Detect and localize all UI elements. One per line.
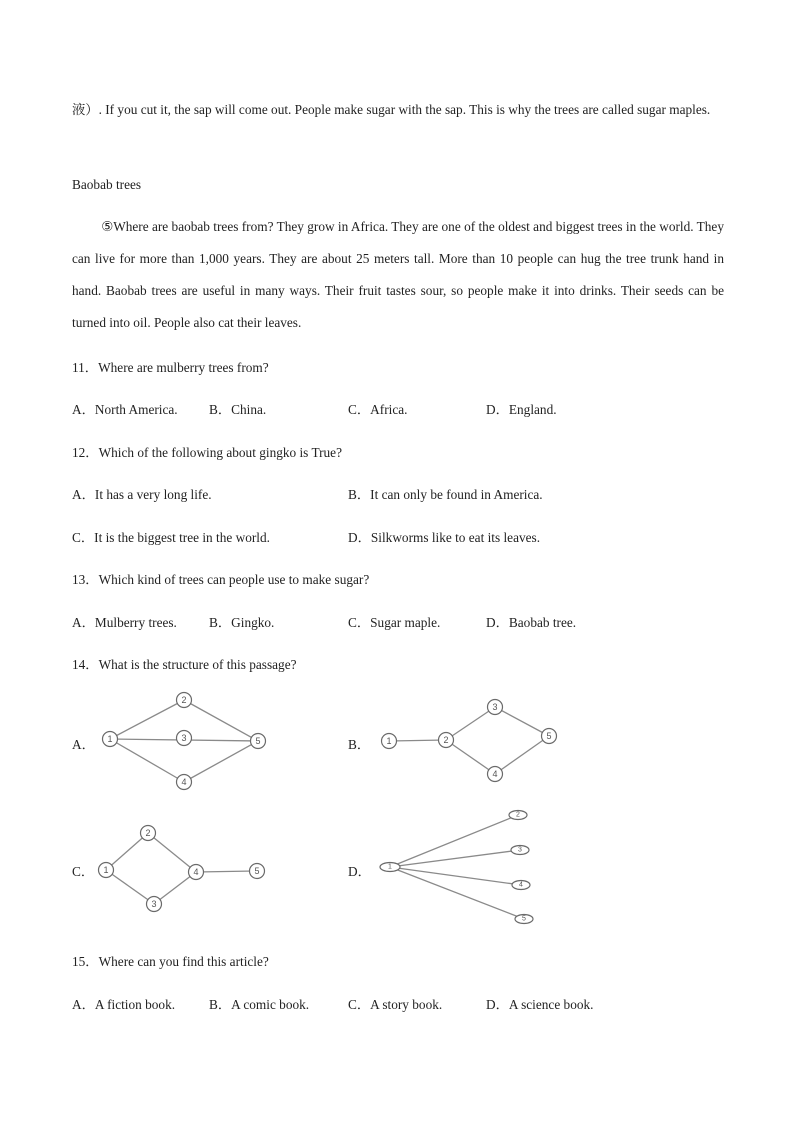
q14-option-d[interactable]: D．	[348, 864, 371, 879]
svg-text:2: 2	[443, 735, 449, 745]
svg-text:1: 1	[107, 734, 113, 744]
svg-text:5: 5	[254, 866, 260, 876]
q12-option-b[interactable]: B．It can only be found in America.	[348, 487, 543, 502]
node-4	[488, 767, 503, 782]
baobab-heading: Baobab trees	[72, 177, 142, 192]
node-3	[147, 897, 162, 912]
node-4	[177, 775, 192, 790]
svg-text:1: 1	[386, 736, 392, 746]
svg-text:4: 4	[519, 881, 523, 889]
node-5	[542, 729, 557, 744]
structure-diagram-b	[376, 694, 566, 789]
svg-text:2: 2	[516, 811, 520, 819]
svg-text:1: 1	[103, 865, 109, 875]
node-4	[189, 865, 204, 880]
passage-sugar-maple-tail: 液）. If you cut it, the sap will come out. People make sugar with the sap. This is why the trees are called sugar maples.	[72, 102, 711, 117]
node-2	[509, 811, 527, 820]
q15-option-d[interactable]: D．A science book.	[486, 997, 594, 1012]
svg-text:3: 3	[492, 702, 498, 712]
q15-option-b[interactable]: B．A comic book.	[209, 997, 310, 1012]
svg-text:4: 4	[181, 777, 187, 787]
q13-option-d[interactable]: D．Baobab tree.	[486, 615, 577, 630]
q15-option-c[interactable]: C．A story book.	[348, 997, 443, 1012]
node-1	[103, 732, 118, 747]
node-1	[380, 863, 400, 872]
q13-option-a[interactable]: A．Mulberry trees.	[72, 615, 177, 630]
node-2	[141, 826, 156, 841]
node-3	[177, 731, 192, 746]
q11-option-c[interactable]: C．Africa.	[348, 402, 408, 417]
question-13-stem: 13．Which kind of trees can people use to make sugar?	[72, 572, 370, 587]
passage-baobab-paragraph: ⑤Where are baobab trees from? They grow in Africa. They are one of the oldest and biggest trees in the world. They can live for more than 1,000 years. They are about 25 meters tall. More than 10 people can hug the tree trunk hand in hand. Baobab trees are useful in many ways. Their fruit tastes sour, so people make it into drinks. Their seeds can be turned into oil. People also cat their leaves.	[72, 219, 724, 330]
q14-option-c[interactable]: C．	[72, 864, 95, 879]
svg-text:3: 3	[518, 846, 522, 854]
node-5	[251, 734, 266, 749]
node-4	[512, 881, 530, 890]
node-2	[177, 693, 192, 708]
svg-text:5: 5	[546, 731, 552, 741]
q12-option-a[interactable]: A．It has a very long life.	[72, 487, 212, 502]
q14-option-a[interactable]: A．	[72, 737, 95, 752]
node-1	[382, 734, 397, 749]
svg-text:2: 2	[145, 828, 151, 838]
q12-option-d[interactable]: D．Silkworms like to eat its leaves.	[348, 530, 541, 545]
structure-diagram-a	[96, 690, 276, 790]
q13-option-b[interactable]: B．Gingko.	[209, 615, 275, 630]
question-14-stem: 14．What is the structure of this passage?	[72, 657, 297, 672]
q13-option-c[interactable]: C．Sugar maple.	[348, 615, 441, 630]
q11-option-a[interactable]: A．North America.	[72, 402, 178, 417]
svg-text:1: 1	[388, 863, 392, 871]
svg-text:3: 3	[151, 899, 157, 909]
q11-option-b[interactable]: B．China.	[209, 402, 267, 417]
svg-text:5: 5	[255, 736, 261, 746]
q15-option-a[interactable]: A．A fiction book.	[72, 997, 176, 1012]
svg-text:4: 4	[492, 769, 498, 779]
question-11-stem: 11．Where are mulberry trees from?	[72, 360, 269, 375]
svg-text:3: 3	[181, 733, 187, 743]
svg-text:5: 5	[522, 915, 526, 923]
node-5	[250, 864, 265, 879]
question-12-stem: 12．Which of the following about gingko is True?	[72, 445, 342, 460]
structure-diagram-d	[374, 805, 544, 930]
node-3	[488, 700, 503, 715]
question-15-stem: 15．Where can you find this article?	[72, 954, 269, 969]
structure-diagram-c	[94, 820, 274, 920]
svg-text:2: 2	[181, 695, 187, 705]
node-1	[99, 863, 114, 878]
node-2	[439, 733, 454, 748]
q11-option-d[interactable]: D．England.	[486, 402, 557, 417]
node-5	[515, 915, 533, 924]
q12-option-c[interactable]: C．It is the biggest tree in the world.	[72, 530, 270, 545]
node-3	[511, 846, 529, 855]
q14-option-b[interactable]: B．	[348, 737, 371, 752]
svg-text:4: 4	[193, 867, 199, 877]
